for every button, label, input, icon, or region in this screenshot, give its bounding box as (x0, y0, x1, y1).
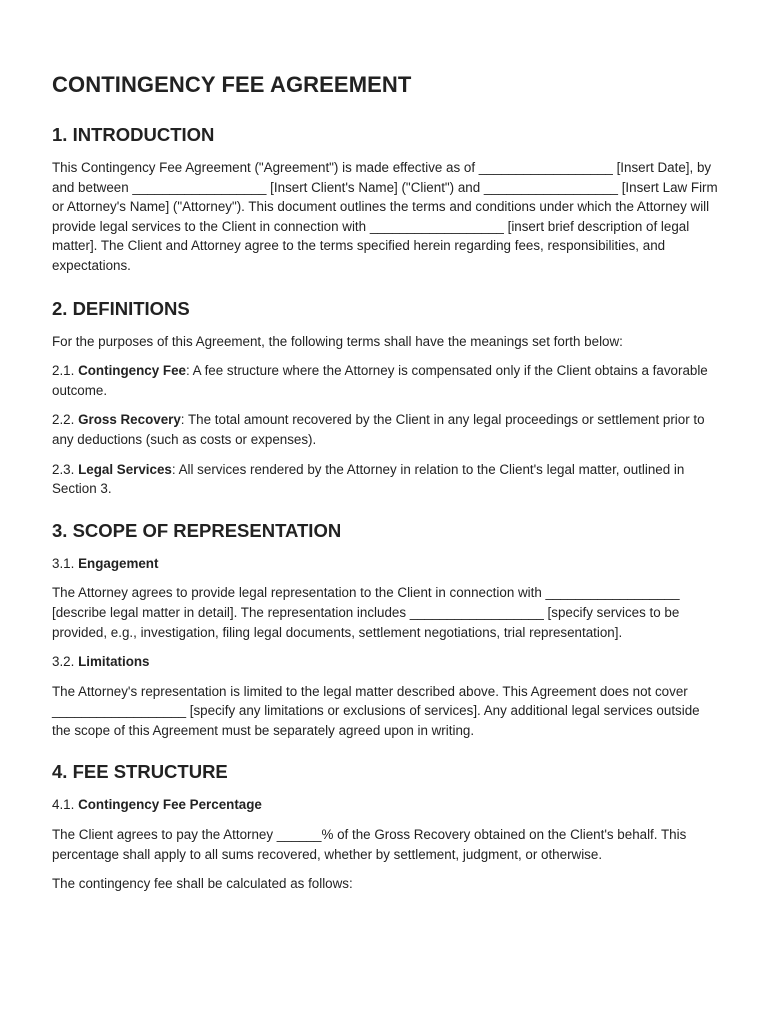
subsection-title: Engagement (78, 555, 159, 571)
contingency-fee-percentage-paragraph: The Client agrees to pay the Attorney ______% of the Gross Recovery obtained on the Client's behalf. This percentage shall apply to all sums recovered, whether by settlement, judgment, or otherwise. (52, 827, 687, 862)
definition-text: : All services rendered by the Attorney in relation to the Client's legal matter, outlined in Section 3. (52, 461, 685, 497)
subsection-title: Contingency Fee Percentage (78, 797, 262, 813)
document-title: CONTINGENCY FEE AGREEMENT (52, 72, 412, 97)
fee-structure-section (52, 759, 718, 893)
definitions-section (52, 296, 718, 499)
definition-text: : The total amount recovered by the Client in any legal proceedings or settlement prior to any deductions (such as costs or expenses). (52, 412, 705, 447)
definition-term: Gross Recovery (78, 412, 181, 428)
subsection-number: 3.2. (52, 654, 75, 670)
introduction-section (52, 122, 718, 276)
definition-term: Legal Services (78, 461, 172, 477)
engagement-paragraph: The Attorney agrees to provide legal representation to the Client in connection with __________________ [describe legal matter in detail]. The representation includes __________________ [specify services to be provided, e.g., investigation, filing legal documents, settlement negotiations, trial representation]. (52, 585, 680, 640)
introduction-heading: 1. INTRODUCTION (52, 124, 215, 145)
subsection-number: 4.1. (52, 797, 75, 813)
subsection-heading-contingency-fee-percentage (52, 795, 718, 815)
definition-item-gross-recovery (52, 410, 718, 449)
definition-term: Contingency Fee (78, 363, 186, 379)
definitions-heading: 2. DEFINITIONS (52, 297, 190, 319)
definition-number: 2.1. (52, 363, 75, 379)
scope-section (52, 518, 718, 741)
definition-item-contingency-fee (52, 361, 718, 400)
fee-structure-heading: 4. FEE STRUCTURE (52, 761, 228, 783)
subsection-number: 3.1. (52, 555, 75, 571)
definition-number: 2.2. (52, 412, 75, 428)
introduction-paragraph: This Contingency Fee Agreement ("Agreement") is made effective as of __________________ [Insert Date], by and between __________________ [Insert Client's Name] ("Client") and __________________ [Insert Law Firm or Attorney's Name] ("Attorney"). This document outlines the terms and conditions under which the Attorney will provide legal services to the Client in connection with __________________ [insert brief description of legal matter]. The Client and Attorney agree to the terms specified herein regarding fees, responsibilities, and expectations. (52, 160, 718, 273)
definition-number: 2.3. (52, 461, 75, 477)
definitions-lead: For the purposes of this Agreement, the following terms shall have the meanings set forth below: (52, 333, 623, 349)
fee-calculation-lead: The contingency fee shall be calculated as follows: (52, 876, 353, 892)
subsection-heading-limitations (52, 652, 718, 672)
limitations-paragraph: The Attorney's representation is limited to the legal matter described above. This Agreement does not cover __________________ [specify any limitations or exclusions of services]. Any additional legal services outside the scope of this Agreement must be separately agreed upon in writing. (52, 683, 700, 738)
scope-heading: 3. SCOPE OF REPRESENTATION (52, 519, 342, 541)
definition-item-legal-services (52, 460, 718, 499)
definition-text: : A fee structure where the Attorney is compensated only if the Client obtains a favorable outcome. (52, 363, 708, 398)
subsection-title: Limitations (78, 654, 150, 670)
subsection-heading-engagement (52, 554, 718, 574)
